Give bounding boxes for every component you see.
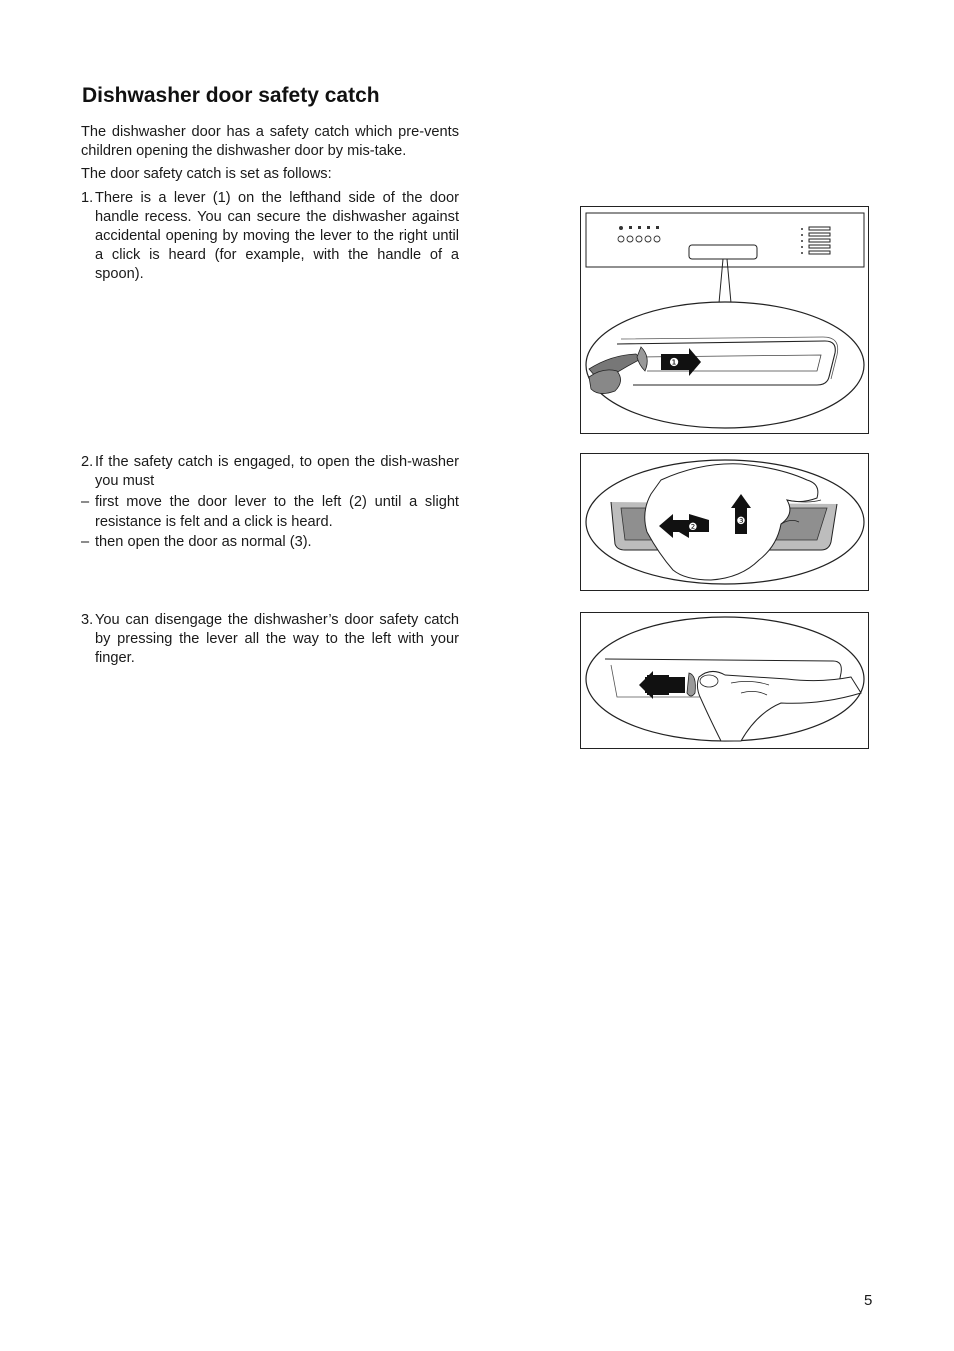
intro-section: [81, 123, 459, 285]
step-1-number: 1.: [81, 189, 94, 206]
step-3-text: You can disengage the dishwasher’s door safety catch by pressing the lever all the way to the left with your finger.: [95, 612, 459, 667]
step-2-section: [81, 453, 459, 552]
intro-setup-line: The door safety catch is set as follows:: [81, 166, 332, 183]
lever-right-spoon-illustration-icon: [581, 207, 868, 433]
figure-2-marker-up: ❸: [736, 516, 746, 527]
step-2-number: 2.: [81, 454, 94, 470]
step-2-bullet-1: [81, 493, 459, 531]
page-number: 5: [864, 1292, 873, 1309]
step-1-text: There is a lever (1) on the lefthand side of the door handle recess. You can secure the dishwasher against accidental opening by moving the lever to the right until a click is heard (for example, with the handle of a spoon).: [95, 189, 459, 283]
bullet-dash: –: [81, 533, 90, 550]
step-2-text: If the safety catch is engaged, to open the dish-washer you must: [95, 454, 459, 490]
figure-finger-press: [580, 612, 869, 749]
finger-press-lever-illustration-icon: [581, 613, 868, 748]
step-1: [81, 189, 459, 285]
page-title: Dishwasher door safety catch: [82, 84, 380, 107]
step-2-bullet-2-text: then open the door as normal (3).: [95, 533, 312, 550]
step-3-section: [81, 611, 459, 669]
step-2-bullet-1-text: first move the door lever to the left (2) until a slight resistance is felt and a click is heard.: [95, 494, 459, 530]
hand-opening-door-illustration-icon: [581, 454, 868, 590]
intro-paragraph: The dishwasher door has a safety catch which pre-vents children opening the dishwasher door by mis-take.: [81, 124, 459, 160]
step-2-bullet-2: [81, 533, 459, 552]
step-3-number: 3.: [81, 612, 94, 628]
figure-2-marker-left: ❷: [688, 522, 698, 533]
figure-lever-right: [580, 206, 869, 434]
figure-hand-open: [580, 453, 869, 591]
step-3: [81, 611, 459, 669]
figure-1-marker: ❶: [669, 356, 679, 369]
bullet-dash: –: [81, 494, 90, 511]
step-2: [81, 453, 459, 491]
